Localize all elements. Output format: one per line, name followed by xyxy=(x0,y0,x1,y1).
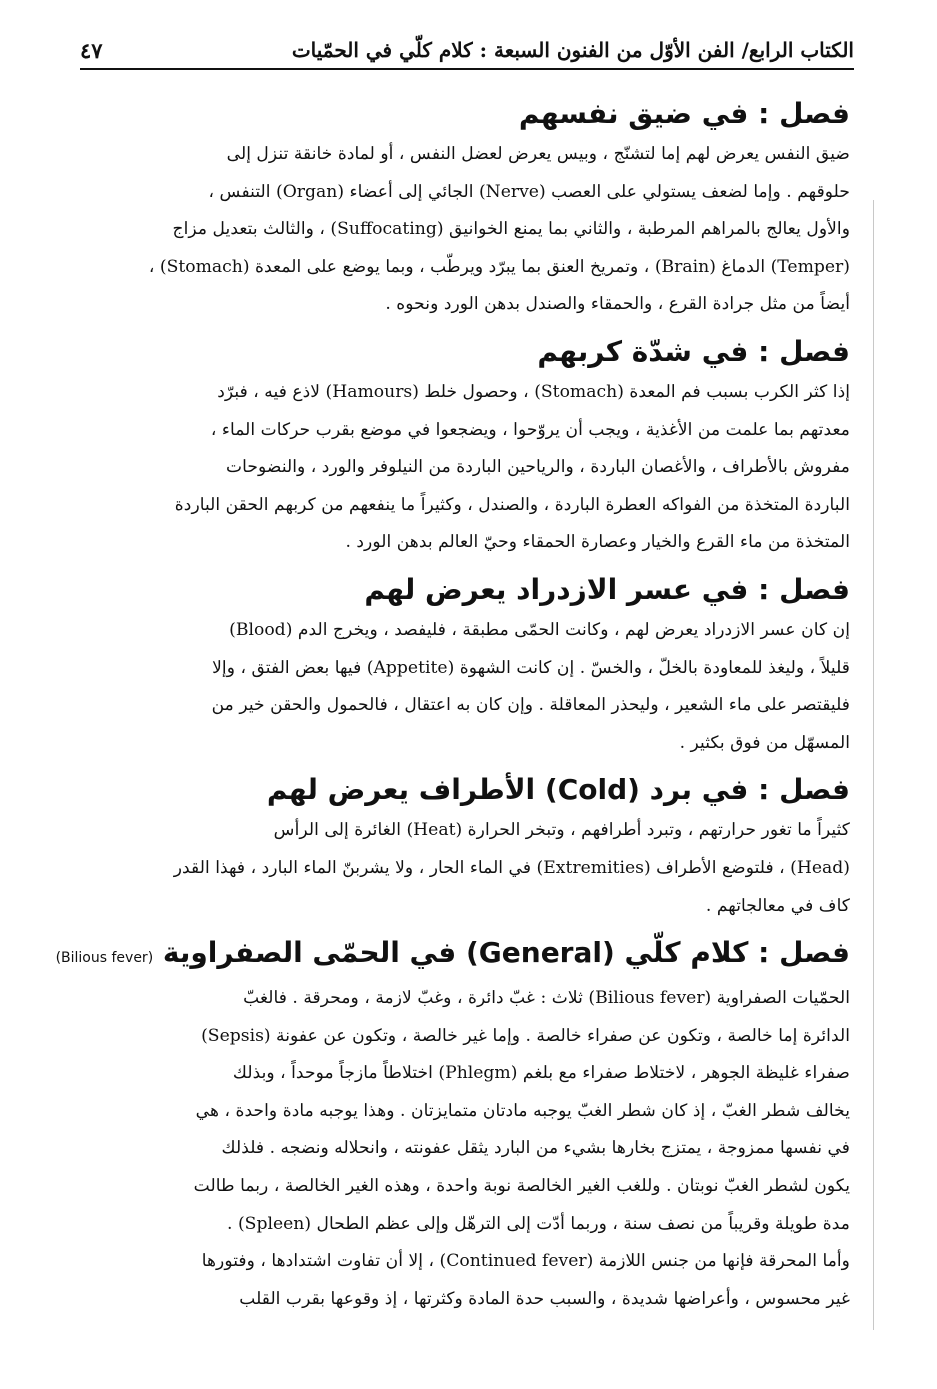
text-line: فليقتصر على ماء الشعير ، وليحذر المعاقلة . وإن كان به اعتقال ، فالحمول والحقن خير من xyxy=(211,695,850,716)
section-heading: فصل : في برد (Cold) الأطراف يعرض لهم xyxy=(266,773,850,807)
section-heading-wrapper xyxy=(55,931,850,980)
section-heading: فصل : كلام كلّي (General) في الحمّى الصفراوية xyxy=(162,936,850,970)
text-line: الباردة المتخذة من الفواكه العطرة الباردة ، والصندل ، وكثيراً ما ينفعهم من كربهم الحقن الباردة xyxy=(174,494,850,515)
text-line: إن كان عسر الازدراد يعرض لهم ، وكانت الحمّى مطبقة ، فليفصد ، ويخرج الدم (Blood) xyxy=(229,619,850,640)
section-body xyxy=(80,374,850,562)
text-line: مدة طويلة وقريباً من نصف سنة ، وربما أدّت إلى الترهّل وإلى عظم الطحال (Spleen) . xyxy=(227,1213,850,1234)
text-line: إذا كثر الكرب بسبب فم المعدة (Stomach) ، وحصول خلط (Hamours) لاذع فيه ، فبرّد xyxy=(217,381,850,402)
section-cold-extremities xyxy=(80,768,850,925)
section-heading: فصل : في ضيق نفسهم xyxy=(518,97,850,130)
section-heading: فصل : في عسر الازدراد يعرض لهم xyxy=(364,572,850,606)
text-line: المتخذة من ماء القرع والخيار وعصارة الحمقاء وحيّ العالم بدهن الورد . xyxy=(345,532,850,553)
text-line: (Temper) الدماغ (Brain) ، وتمريخ العنق بما يبرّد ويرطّب ، وبما يوضع على المعدة (Stomach) ، xyxy=(148,256,850,277)
running-header xyxy=(80,32,854,70)
text-line: وأما المحرقة فإنها من جنس اللازمة (Continued fever) ، إلا أن تفاوت اشتدادها ، وفتورها xyxy=(201,1251,850,1272)
section-heading: فصل : في شدّة كربهم xyxy=(537,334,850,368)
text-line: قليلاً ، وليغذ للمعاودة بالخلّ ، والخسّ . إن كانت الشهوة (Appetite) فيها بعض الفتق ، وإلا xyxy=(212,657,850,678)
text-line: أيضاً من مثل جرادة القرع ، والحمقاء والصندل بدهن الورد ونحوه . xyxy=(385,294,850,315)
page-content xyxy=(55,92,850,1318)
text-line: صفراء غليظة الجوهر ، لاختلاط صفراء مع بلغم (Phlegm) اختلاطاً مازجاً موحداً ، وبذلك xyxy=(232,1063,850,1084)
text-line: يكون لشطر الغبّ نوبتان . وللغب الغير الخالصة نوبة واحدة ، وهذه الغير الخالصة ، ربما طالت xyxy=(193,1176,850,1197)
text-line: معدتهم بما علمت من الأغذية ، ويجب أن يروّحوا ، ويضجعوا في موضع بقرب حركات الماء ، xyxy=(210,419,850,440)
text-line: المسهّل من فوق بكثير . xyxy=(679,732,850,753)
section-shortness-of-breath xyxy=(80,92,850,324)
text-line: في نفسها ممزوجة ، يمتزج بخارها بشيء من البارد يثقل عفونته ، وانحلاله ونضجه . فلذلك xyxy=(221,1138,850,1159)
text-line: ضيق النفس يعرض لهم إما لتشنّج ، وبيس يعرض لعضل النفس ، أو لمادة خانقة تنزل إلى xyxy=(226,144,850,164)
section-bilious-fever xyxy=(55,931,850,1318)
text-line: والأول يعالج بالمراهم المرطبة ، والثاني بما يمنع الخوانيق (Suffocating) ، والثالث بتعديل مزاج xyxy=(172,219,850,240)
section-body xyxy=(80,612,850,762)
text-line: مفروش بالأطراف ، والأغصان الباردة ، والرياحين الباردة من النيلوفر والورد ، والنضوحات xyxy=(226,457,850,478)
section-body xyxy=(80,136,850,324)
section-heading-aside: (Bilious fever) xyxy=(55,950,154,967)
section-severe-distress xyxy=(80,330,850,562)
section-difficulty-swallowing xyxy=(80,568,850,762)
page-number: ٤٧ xyxy=(80,37,103,63)
text-line: الدائرة إما خالصة ، وتكون عن صفراء خالصة . وإما غير خالصة ، وتكون عن عفونة (Sepsis) xyxy=(201,1025,850,1046)
text-line: غير محسوس ، وأعراضها شديدة ، والسبب حدة المادة وكثرتها ، إذ وقوعها بقرب القلب xyxy=(239,1288,850,1309)
text-line: حلوقهم . وإما لضعف يستولي على العصب (Nerve) الجائي إلى أعضاء (Organ) التنفس ، xyxy=(208,181,850,202)
running-header-title: الكتاب الرابع/ الفن الأوّل من الفنون السبعة : كلام كلّي في الحمّيات xyxy=(291,38,854,62)
text-line: (Head) ، فلتوضع الأطراف (Extremities) في الماء الحار ، ولا يشربنّ الماء البارد ، فهذا القدر xyxy=(173,857,850,878)
margin-rule xyxy=(873,200,874,1330)
section-body xyxy=(80,812,850,925)
text-line: يخالف شطر الغبّ ، إذ كان شطر الغبّ يوجبه مادتان متمايزتان . وهذا يوجبه مادة واحدة ، هي xyxy=(195,1100,850,1121)
text-line: كاف في معالجاتهم . xyxy=(705,895,850,916)
text-line: الحمّيات الصفراوية (Bilious fever) ثلاث : غبّ دائرة ، وغبّ لازمة ، ومحرقة . فالغبّ xyxy=(243,988,850,1009)
text-line: كثيراً ما تغور حرارتهم ، وتبرد أطرافهم ، وتبخر الحرارة (Heat) الغائرة إلى الرأس xyxy=(273,820,850,841)
section-body xyxy=(80,980,850,1318)
